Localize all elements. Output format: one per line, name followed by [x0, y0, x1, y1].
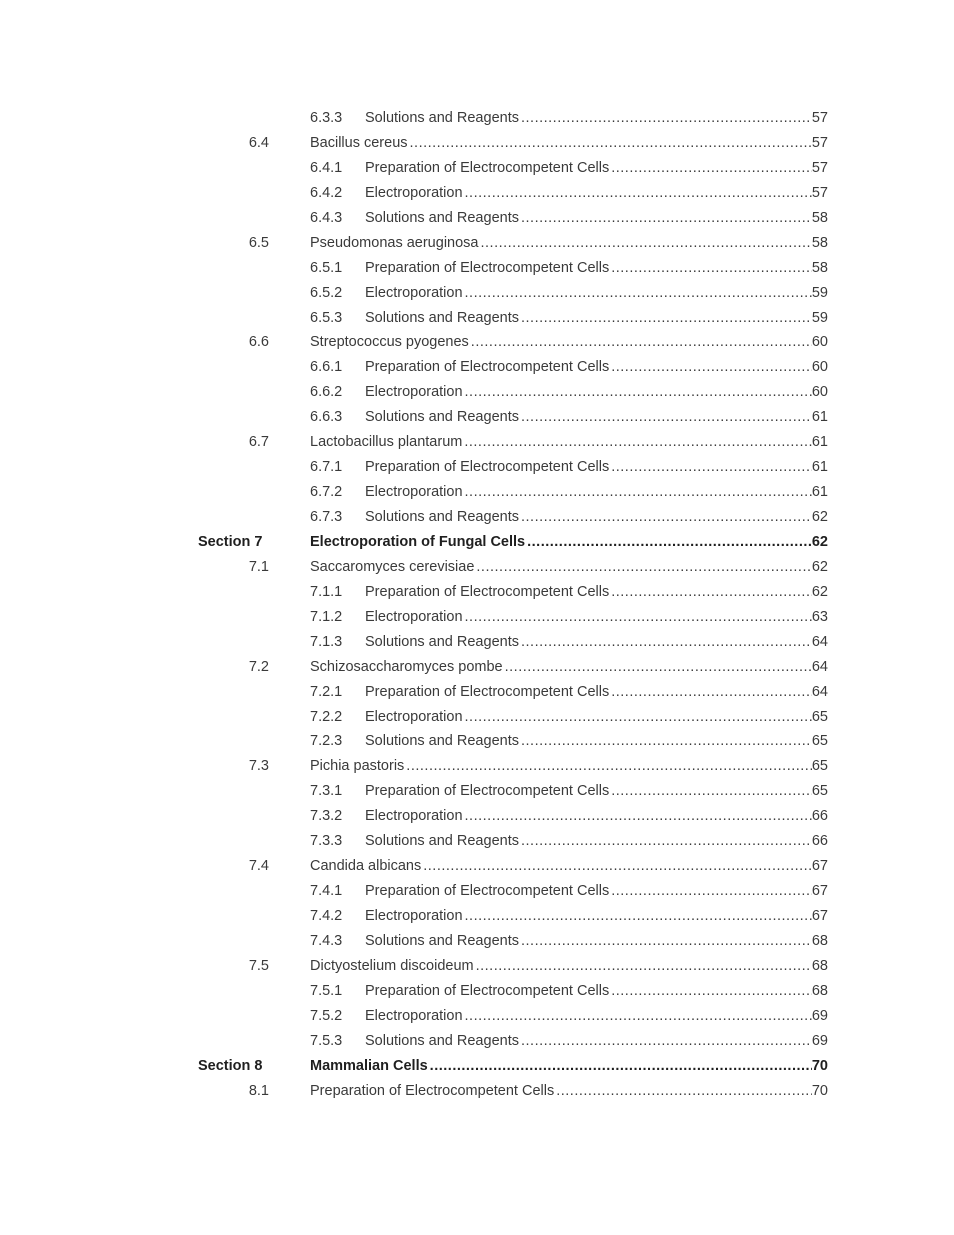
toc-subsection-row[interactable]	[0, 256, 954, 281]
toc-entry-number: 6.4.1	[310, 159, 343, 176]
toc-entry-title: Solutions and Reagents	[365, 633, 519, 650]
toc-entry-line	[310, 804, 828, 829]
toc-entry-number: 7.3	[248, 758, 269, 775]
toc-entry-title: Preparation of Electrocompetent Cells	[365, 883, 610, 900]
toc-entry-line	[310, 106, 828, 131]
toc-entry-line	[310, 530, 828, 555]
dot-leader	[521, 206, 812, 231]
toc-page-number: 61	[811, 434, 828, 451]
toc-page-number: 70	[811, 1082, 828, 1099]
dot-leader	[423, 854, 812, 879]
toc-section-row[interactable]	[0, 530, 954, 555]
dot-leader	[521, 306, 812, 331]
dot-leader	[465, 1004, 812, 1029]
toc-entry-title: Preparation of Electrocompetent Cells	[365, 982, 610, 999]
dot-leader	[521, 405, 812, 430]
toc-entry-line	[310, 306, 828, 331]
toc-page-number: 64	[811, 633, 828, 650]
toc-entry-title: Preparation of Electrocompetent Cells	[365, 459, 610, 476]
toc-page-number: 57	[811, 134, 828, 151]
toc-subsection-row[interactable]	[0, 181, 954, 206]
dot-leader	[505, 655, 812, 680]
toc-entry-line	[310, 754, 828, 779]
toc-page-number: 63	[811, 608, 828, 625]
toc-entry-number: 7.5	[248, 957, 269, 974]
toc-entry-number: 6.7	[248, 434, 269, 451]
toc-entry-number: 7.4.2	[310, 908, 343, 924]
toc-entry-title: Preparation of Electrocompetent Cells	[365, 683, 610, 700]
toc-entry-line	[310, 879, 828, 904]
toc-page-number: 65	[811, 733, 828, 750]
toc-entry-line	[310, 330, 828, 355]
toc-page-number: 59	[811, 309, 828, 326]
dot-leader	[521, 505, 812, 530]
toc-page-number: 68	[811, 957, 828, 974]
toc-subsection-row[interactable]	[0, 106, 954, 131]
toc-subsection-row[interactable]	[0, 680, 954, 705]
dot-leader	[465, 380, 812, 405]
toc-entry-line	[310, 181, 828, 206]
toc-subsection-row[interactable]	[0, 355, 954, 380]
dot-leader	[611, 256, 812, 281]
dot-leader	[465, 480, 812, 505]
toc-entry-line	[310, 729, 828, 754]
toc-entry-title: Electroporation	[365, 1007, 463, 1024]
toc-entry-title: Dictyostelium discoideum	[310, 957, 474, 974]
toc-subsection-row[interactable]	[0, 455, 954, 480]
dot-leader	[476, 954, 812, 979]
toc-entry-title: Solutions and Reagents	[365, 209, 519, 226]
toc-entry-line	[310, 979, 828, 1004]
toc-entry-title: Preparation of Electrocompetent Cells	[365, 259, 610, 276]
toc-page-number: 57	[811, 184, 828, 201]
toc-page-number: 70	[811, 1057, 828, 1074]
toc-subsection-row[interactable]	[0, 630, 954, 655]
dot-leader	[465, 705, 812, 730]
toc-entry-title: Streptococcus pyogenes	[310, 334, 469, 351]
toc-entry-number: 6.5.1	[310, 259, 343, 276]
toc-entry-number: 7.4	[248, 858, 269, 875]
toc-entry-title: Electroporation	[365, 284, 463, 301]
toc-entry-number: 8.1	[248, 1082, 269, 1099]
toc-entry-number: 7.5.2	[310, 1007, 343, 1024]
dot-leader	[611, 979, 812, 1004]
toc-entry-line	[310, 505, 828, 530]
toc-section-row[interactable]	[0, 1054, 954, 1079]
toc-entry-title: Solutions and Reagents	[365, 1032, 519, 1049]
toc-page-number: 68	[811, 982, 828, 999]
toc-page-number: 67	[811, 908, 828, 924]
toc-subsection-row[interactable]	[0, 979, 954, 1004]
toc-entry-number: 6.7.2	[310, 484, 343, 501]
toc-page-number: 60	[811, 384, 828, 401]
toc-subsection-row[interactable]	[0, 904, 954, 929]
toc-entry-title: Saccaromyces cerevisiae	[310, 558, 475, 575]
toc-entry-title: Solutions and Reagents	[365, 110, 519, 126]
toc-subsection-row[interactable]	[0, 306, 954, 331]
toc-entry-title: Preparation of Electrocompetent Cells	[365, 783, 610, 800]
dot-leader	[521, 630, 812, 655]
toc-subsection-row[interactable]	[0, 779, 954, 804]
dot-leader	[611, 156, 812, 181]
dot-leader	[465, 181, 812, 206]
toc-entry-title: Preparation of Electrocompetent Cells	[365, 159, 610, 176]
dot-leader	[556, 1079, 812, 1104]
toc-page-number: 59	[811, 284, 828, 301]
toc-entry-line	[310, 555, 828, 580]
dot-leader	[465, 605, 812, 630]
toc-entry-line	[310, 904, 828, 929]
table-of-contents	[0, 106, 954, 1104]
dot-leader	[410, 131, 812, 156]
toc-page-number: 58	[811, 259, 828, 276]
toc-page-number: 61	[811, 409, 828, 426]
toc-entry-title: Electroporation	[365, 184, 463, 201]
toc-subsection-row[interactable]	[0, 580, 954, 605]
toc-chapter-row[interactable]	[0, 854, 954, 879]
toc-chapter-row[interactable]	[0, 1079, 954, 1104]
dot-leader	[611, 355, 812, 380]
toc-entry-number: 6.6.3	[310, 409, 343, 426]
toc-page-number: 57	[811, 159, 828, 176]
toc-entry-title: Electroporation	[365, 608, 463, 625]
toc-page-number: 58	[811, 234, 828, 251]
toc-entry-number: 6.5.3	[310, 309, 343, 326]
toc-page-number: 66	[811, 833, 828, 850]
toc-entry-line	[310, 281, 828, 306]
toc-chapter-row[interactable]	[0, 231, 954, 256]
toc-page-number: 65	[811, 758, 828, 775]
toc-entry-title: Electroporation	[365, 484, 463, 501]
toc-page-number: 58	[811, 209, 828, 226]
toc-entry-title: Candida albicans	[310, 858, 422, 875]
toc-entry-title: Pseudomonas aeruginosa	[310, 234, 479, 251]
toc-page-number: 65	[811, 708, 828, 725]
toc-page-number: 62	[811, 583, 828, 600]
dot-leader	[465, 281, 812, 306]
toc-entry-title: Solutions and Reagents	[365, 409, 519, 426]
toc-page-number: 68	[811, 932, 828, 949]
toc-subsection-row[interactable]	[0, 705, 954, 730]
toc-subsection-row[interactable]	[0, 605, 954, 630]
toc-entry-line	[310, 256, 828, 281]
toc-entry-title: Electroporation	[365, 908, 463, 924]
toc-entry-line	[310, 480, 828, 505]
toc-entry-number: 6.4	[248, 134, 269, 151]
toc-entry-title: Solutions and Reagents	[365, 509, 519, 525]
toc-entry-line	[310, 929, 828, 954]
dot-leader	[521, 729, 812, 754]
toc-page-number: 67	[811, 883, 828, 900]
dot-leader	[611, 580, 812, 605]
toc-page-number: 60	[811, 359, 828, 376]
toc-subsection-row[interactable]	[0, 729, 954, 754]
toc-page-number: 61	[811, 459, 828, 476]
toc-entry-number: 7.3.1	[310, 783, 343, 800]
toc-chapter-row[interactable]	[0, 555, 954, 580]
toc-entry-line	[310, 430, 828, 455]
dot-leader	[476, 555, 811, 580]
toc-entry-number: 6.5	[248, 234, 269, 251]
toc-entry-title: Preparation of Electrocompetent Cells	[365, 359, 610, 376]
toc-entry-line	[310, 829, 828, 854]
toc-entry-line	[310, 231, 828, 256]
dot-leader	[611, 779, 812, 804]
toc-entry-line	[310, 355, 828, 380]
toc-entry-number: 6.4.3	[310, 209, 343, 226]
toc-entry-number: 6.7.1	[310, 459, 343, 476]
dot-leader	[611, 680, 812, 705]
toc-entry-number: 7.1.2	[310, 608, 343, 625]
dot-leader	[527, 530, 812, 555]
toc-subsection-row[interactable]	[0, 505, 954, 530]
toc-subsection-row[interactable]	[0, 929, 954, 954]
toc-entry-line	[310, 1054, 828, 1079]
toc-entry-line	[310, 605, 828, 630]
toc-page-number: 64	[811, 658, 828, 675]
toc-entry-number: 7.5.3	[310, 1032, 343, 1049]
toc-section-label: Section 7	[198, 533, 263, 550]
toc-chapter-row[interactable]	[0, 430, 954, 455]
toc-entry-title: Preparation of Electrocompetent Cells	[310, 1082, 555, 1099]
toc-entry-number: 7.4.3	[310, 932, 343, 949]
toc-entry-number: 7.4.1	[310, 883, 343, 900]
toc-entry-title: Solutions and Reagents	[365, 733, 519, 750]
dot-leader	[521, 929, 812, 954]
toc-subsection-row[interactable]	[0, 405, 954, 430]
toc-subsection-row[interactable]	[0, 829, 954, 854]
toc-entry-title: Preparation of Electrocompetent Cells	[365, 583, 610, 600]
toc-entry-title: Mammalian Cells	[310, 1057, 428, 1074]
toc-entry-line	[310, 380, 828, 405]
dot-leader	[406, 754, 812, 779]
dot-leader	[480, 231, 811, 256]
toc-entry-number: 6.6	[248, 334, 269, 351]
toc-page-number: 65	[811, 783, 828, 800]
toc-page-number: 69	[811, 1007, 828, 1024]
toc-entry-number: 6.6.2	[310, 384, 343, 401]
toc-entry-title: Solutions and Reagents	[365, 932, 519, 949]
toc-entry-line	[310, 779, 828, 804]
toc-entry-number: 6.4.2	[310, 184, 343, 201]
toc-entry-title: Electroporation of Fungal Cells	[310, 533, 526, 550]
toc-entry-number: 7.5.1	[310, 982, 343, 999]
toc-chapter-row[interactable]	[0, 754, 954, 779]
toc-entry-line	[310, 680, 828, 705]
toc-entry-title: Lactobacillus plantarum	[310, 434, 463, 451]
toc-entry-number: 6.3.3	[310, 110, 343, 126]
dot-leader	[611, 879, 812, 904]
dot-leader	[465, 904, 812, 929]
dot-leader	[521, 1029, 812, 1054]
toc-page-number: 61	[811, 484, 828, 501]
toc-entry-number: 7.1	[248, 558, 269, 575]
toc-entry-line	[310, 630, 828, 655]
toc-page-number: 64	[811, 683, 828, 700]
toc-entry-title: Schizosaccharomyces pombe	[310, 658, 503, 675]
toc-entry-number: 7.3.3	[310, 833, 343, 850]
toc-entry-line	[310, 655, 828, 680]
toc-entry-line	[310, 405, 828, 430]
toc-entry-title: Electroporation	[365, 708, 463, 725]
toc-entry-number: 7.2.2	[310, 708, 343, 725]
dot-leader	[521, 829, 812, 854]
toc-entry-line	[310, 156, 828, 181]
toc-entry-title: Electroporation	[365, 384, 463, 401]
dot-leader	[521, 106, 812, 131]
toc-page-number: 67	[811, 858, 828, 875]
toc-entry-number: 6.7.3	[310, 509, 343, 525]
toc-chapter-row[interactable]	[0, 131, 954, 156]
toc-subsection-row[interactable]	[0, 879, 954, 904]
toc-entry-line	[310, 455, 828, 480]
toc-subsection-row[interactable]	[0, 480, 954, 505]
toc-entry-line	[310, 1079, 828, 1104]
toc-page-number: 62	[811, 533, 828, 550]
toc-entry-line	[310, 580, 828, 605]
toc-entry-number: 7.2.1	[310, 683, 343, 700]
toc-entry-line	[310, 131, 828, 156]
toc-entry-title: Solutions and Reagents	[365, 833, 519, 850]
toc-entry-line	[310, 1004, 828, 1029]
toc-entry-line	[310, 206, 828, 231]
toc-subsection-row[interactable]	[0, 156, 954, 181]
toc-page-number: 60	[811, 334, 828, 351]
toc-entry-line	[310, 1029, 828, 1054]
dot-leader	[430, 1054, 812, 1079]
toc-page-number: 69	[811, 1032, 828, 1049]
toc-entry-number: 7.1.1	[310, 583, 343, 600]
toc-entry-line	[310, 854, 828, 879]
toc-section-label: Section 8	[198, 1057, 263, 1074]
toc-entry-number: 6.6.1	[310, 359, 343, 376]
toc-page-number: 57	[811, 110, 828, 126]
toc-subsection-row[interactable]	[0, 1004, 954, 1029]
toc-subsection-row[interactable]	[0, 206, 954, 231]
dot-leader	[471, 330, 812, 355]
toc-entry-number: 7.3.2	[310, 808, 343, 825]
toc-entry-title: Solutions and Reagents	[365, 309, 519, 326]
toc-entry-number: 6.5.2	[310, 284, 343, 301]
toc-entry-line	[310, 954, 828, 979]
dot-leader	[465, 804, 812, 829]
toc-subsection-row[interactable]	[0, 1029, 954, 1054]
toc-page-number: 62	[811, 509, 828, 525]
toc-page-number: 66	[811, 808, 828, 825]
toc-entry-number: 7.2	[248, 658, 269, 675]
dot-leader	[464, 430, 812, 455]
dot-leader	[611, 455, 812, 480]
toc-chapter-row[interactable]	[0, 330, 954, 355]
toc-entry-title: Pichia pastoris	[310, 758, 405, 775]
toc-subsection-row[interactable]	[0, 281, 954, 306]
toc-entry-title: Bacillus cereus	[310, 134, 408, 151]
toc-page-number: 62	[811, 558, 828, 575]
toc-chapter-row[interactable]	[0, 954, 954, 979]
toc-entry-line	[310, 705, 828, 730]
toc-subsection-row[interactable]	[0, 380, 954, 405]
toc-entry-number: 7.1.3	[310, 633, 343, 650]
toc-chapter-row[interactable]	[0, 655, 954, 680]
toc-subsection-row[interactable]	[0, 804, 954, 829]
toc-entry-title: Electroporation	[365, 808, 463, 825]
toc-entry-number: 7.2.3	[310, 733, 343, 750]
